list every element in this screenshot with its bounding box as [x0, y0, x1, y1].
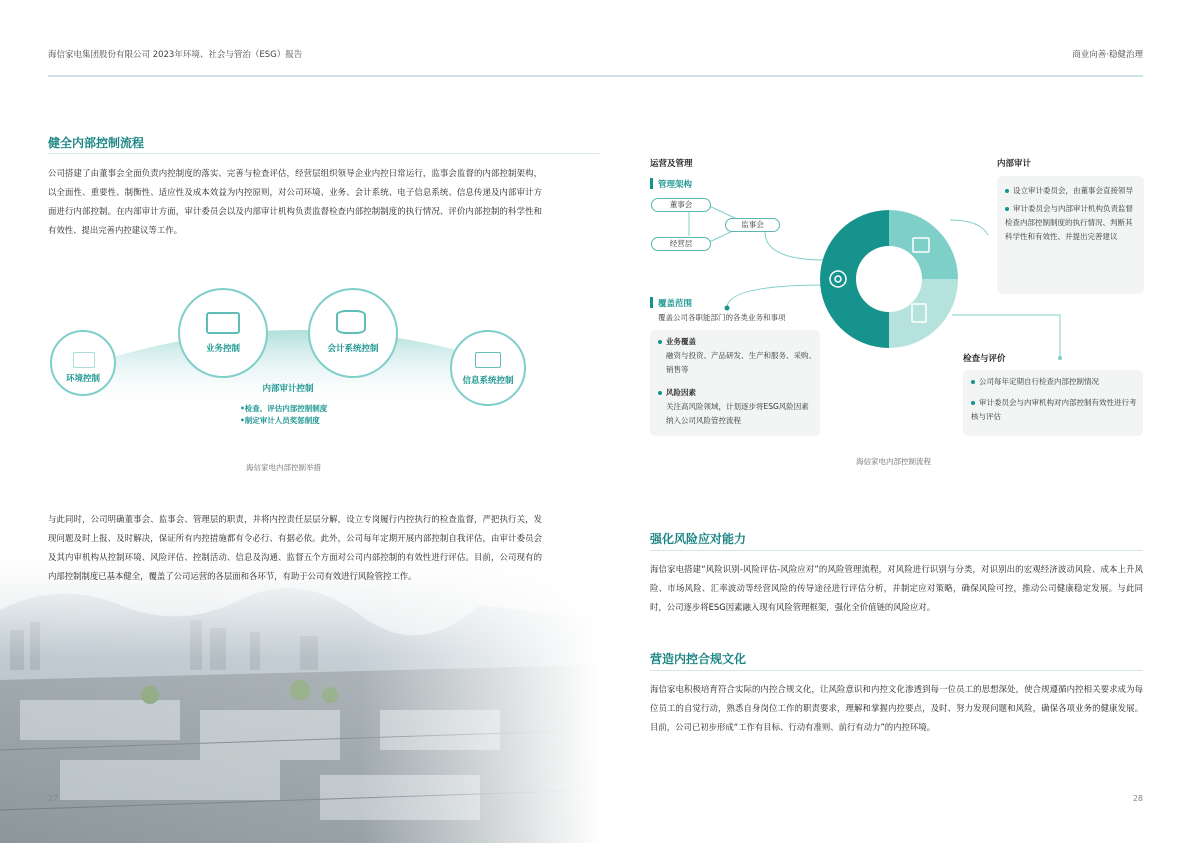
audit-item: 审计委员会与内部审计机构负责监督检查内部控制制度的执行情况、判断其科学性和有效性、并提出完善建议 [1005, 204, 1133, 241]
inspection-eval-box [963, 370, 1143, 436]
bullet-dot [1005, 189, 1009, 193]
header-divider [48, 75, 1143, 77]
audit-control-label: 内部审计控制 [262, 384, 314, 394]
scope-title: 覆盖范围 [658, 299, 693, 309]
report-title: 海信家电集团股份有限公司 2023年环境、社会与管治（ESG）报告 [48, 50, 303, 60]
internal-control-measures-figure [48, 285, 548, 445]
scope-details-box [650, 330, 820, 436]
biz-coverage-title: 业务覆盖 [666, 337, 696, 346]
device-icon [475, 352, 501, 368]
bullet-dot [658, 340, 662, 344]
bullet-dot [971, 401, 975, 405]
page-number-right: 28 [1132, 794, 1143, 803]
internal-audit-box [997, 176, 1144, 294]
briefcase-icon [206, 312, 240, 334]
culture-paragraph: 海信家电积极培育符合实际的内控合规文化，让风险意识和内控文化渗透到每一位员工的思想深处，使合规遵循内控相关要求成为每位员工的自觉行动，熟悉自身岗位工作的职责要求，理解和掌握内控要点，及时、努力发现问题和风险，确保各项业务的健康发展。目前，公司已初步形成“工作有目标、行动有准则、前行有动力”的内控环境。 [650, 684, 1143, 732]
supervisors-node: 监事会 [725, 218, 780, 232]
factory-background-image [0, 560, 600, 843]
audit-item: •制定审计人员奖惩制度 [240, 416, 320, 425]
risk-factor-block [658, 386, 816, 428]
control-process-donut [818, 208, 960, 350]
biz-control-label: 业务控制 [205, 344, 240, 354]
bullet-dot [1005, 207, 1009, 211]
env-control-label: 环境控制 [65, 374, 100, 384]
second-paragraph: 与此同时，公司明确董事会、监事会、管理层的职责，并将内控责任层层分解，设立专岗履行内控执行的检查监督，严把执行关，发现问题及时上报、及时解决，保证所有内控措施都有令必行、有据必依。此外，公司每年定期开展内部控制自我评估，由审计委员会及其内审机构从控制环境、风险评估、控制活动、信息及沟通、监督五个方面对公司内部控制的有效性进行评估。目前，公司现有的内部控制制度已基本健全，覆盖了公司运营的各层面和各环节，有助于公司有效进行风险管控工作。 [48, 514, 542, 581]
scope-description: 覆盖公司各职能部门的各类业务和事项 [658, 313, 786, 322]
eval-item: 审计委员会与内审机构对内部控制有效性进行考核与评估 [971, 398, 1137, 421]
heading-divider [650, 670, 1143, 671]
coins-icon [336, 310, 366, 334]
section-heading-risk-response: 强化风险应对能力 [650, 532, 747, 546]
acct-control-label: 会计系统控制 [327, 344, 379, 354]
business-control-circle [178, 288, 268, 378]
risk-factor-desc: 关注高风险领域，计划逐步将ESG风险因素纳入公司风险管控流程 [666, 402, 809, 425]
eval-list [971, 375, 1137, 424]
accent-bar [650, 297, 653, 308]
figure1-caption: 海信家电内部控制举措 [246, 463, 321, 472]
risk-paragraph: 海信家电搭建“风险识别-风险评估-风险应对”的风险管理流程，对风险进行识别与分类，对识别出的宏观经济波动风险、成本上升风险、市场风险、汇率波动等经营风险的传导途径进行评估分析，并制定应对策略，确保风险可控，推动公司健康稳定发展。与此同时，公司逐步将ESG因素融入现有风险管理框架，强化全价值链的风险应对。 [650, 564, 1143, 612]
audit-item: 设立审计委员会，由董事会直接领导 [1013, 186, 1133, 195]
audit-item: •检查、评估内部控制制度 [240, 404, 328, 413]
info-control-label: 信息系统控制 [462, 376, 514, 386]
heading-divider [48, 153, 600, 154]
heading-divider [650, 550, 1143, 551]
board-node: 董事会 [651, 198, 711, 212]
inspection-eval-title: 检查与评价 [963, 354, 1006, 364]
internal-audit-title: 内部审计 [997, 159, 1032, 169]
eval-item: 公司每年定期自行检查内部控制情况 [979, 377, 1099, 386]
audit-list [1005, 184, 1139, 244]
section-heading-internal-control: 健全内部控制流程 [48, 136, 145, 150]
figure2-caption: 海信家电内部控制流程 [856, 457, 931, 466]
section-title: 商业向善·稳健治理 [1072, 50, 1143, 60]
bullet-dot [971, 380, 975, 384]
bullet-dot [658, 391, 662, 395]
mgmt-structure-title: 管理架构 [658, 180, 693, 190]
audit-control-items [240, 403, 327, 427]
management-node: 经营层 [651, 237, 711, 251]
intro-paragraph: 公司搭建了由董事会全面负责内控制度的落实、完善与检查评估，经营层组织领导企业内控日常运行，监事会监督的内部控制架构，以全面性、重要性、制衡性、适应性及成本效益为内控原则，对公司环境、业务、会计系统、电子信息系统、信息传递及内部审计方面进行内部控制。在内部审计方面，审计委员会以及内部审计机构负责监督检查内部控制制度的执行情况、评价内部控制的科学性和有效性、提出完善内控建议等工作。 [48, 168, 542, 235]
info-system-control-circle [450, 330, 526, 406]
ops-mgmt-title: 运营及管理 [650, 159, 693, 169]
building-icon [73, 352, 95, 368]
section-heading-compliance-culture: 营造内控合规文化 [650, 652, 747, 666]
biz-coverage-block [658, 335, 816, 377]
accounting-control-circle [308, 288, 398, 378]
environment-control-circle [50, 330, 116, 396]
page-number-left: 27 [48, 794, 59, 803]
biz-coverage-desc: 融资与投资、产品研发、生产和服务、采购、销售等 [666, 351, 816, 374]
risk-factor-title: 风险因素 [666, 388, 696, 397]
accent-bar [650, 178, 653, 189]
